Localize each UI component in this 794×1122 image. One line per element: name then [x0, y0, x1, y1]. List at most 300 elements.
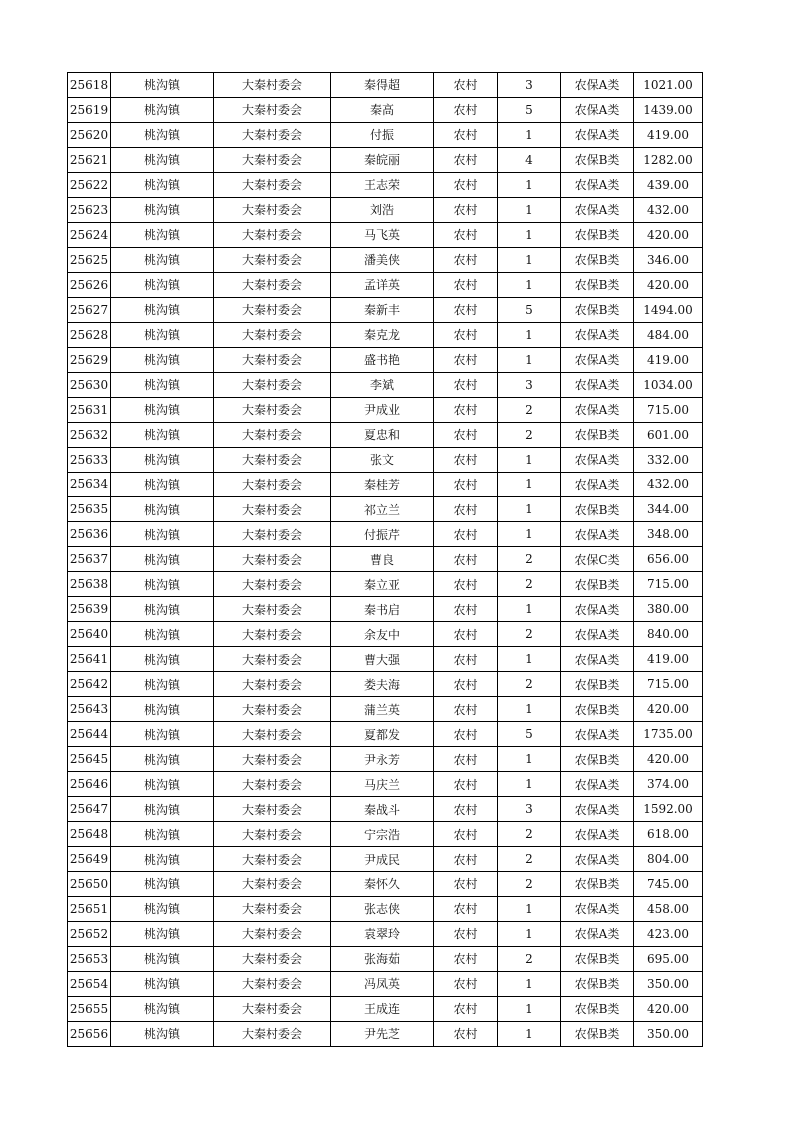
village-cell: 大秦村委会 [214, 547, 331, 572]
household-type-cell: 农村 [434, 747, 498, 772]
household-type-cell: 农村 [434, 497, 498, 522]
town-cell: 桃沟镇 [111, 822, 214, 847]
people-count-cell: 1 [498, 272, 561, 297]
town-cell: 桃沟镇 [111, 672, 214, 697]
amount-cell: 419.00 [634, 647, 703, 672]
category-cell: 农保A类 [561, 772, 634, 797]
household-type-cell: 农村 [434, 397, 498, 422]
amount-cell: 432.00 [634, 472, 703, 497]
name-cell: 夏都发 [331, 722, 434, 747]
name-cell: 刘浩 [331, 197, 434, 222]
id-cell: 25635 [68, 497, 111, 522]
table-row [68, 447, 703, 472]
amount-cell: 804.00 [634, 847, 703, 872]
table-row [68, 921, 703, 946]
name-cell: 宁宗浩 [331, 822, 434, 847]
amount-cell: 1282.00 [634, 147, 703, 172]
name-cell: 张志侠 [331, 896, 434, 921]
people-count-cell: 5 [498, 297, 561, 322]
name-cell: 孟详英 [331, 272, 434, 297]
town-cell: 桃沟镇 [111, 397, 214, 422]
data-table [67, 72, 703, 1047]
household-type-cell: 农村 [434, 1021, 498, 1046]
village-cell: 大秦村委会 [214, 247, 331, 272]
name-cell: 曹良 [331, 547, 434, 572]
people-count-cell: 2 [498, 672, 561, 697]
category-cell: 农保A类 [561, 896, 634, 921]
amount-cell: 1735.00 [634, 722, 703, 747]
table-row [68, 847, 703, 872]
amount-cell: 439.00 [634, 172, 703, 197]
town-cell: 桃沟镇 [111, 697, 214, 722]
people-count-cell: 5 [498, 722, 561, 747]
amount-cell: 745.00 [634, 872, 703, 897]
table-row [68, 622, 703, 647]
name-cell: 张文 [331, 447, 434, 472]
id-cell: 25648 [68, 822, 111, 847]
village-cell: 大秦村委会 [214, 297, 331, 322]
household-type-cell: 农村 [434, 896, 498, 921]
household-type-cell: 农村 [434, 422, 498, 447]
town-cell: 桃沟镇 [111, 73, 214, 98]
category-cell: 农保B类 [561, 672, 634, 697]
people-count-cell: 1 [498, 497, 561, 522]
village-cell: 大秦村委会 [214, 896, 331, 921]
village-cell: 大秦村委会 [214, 272, 331, 297]
household-type-cell: 农村 [434, 372, 498, 397]
table-body [68, 73, 703, 1047]
people-count-cell: 3 [498, 372, 561, 397]
town-cell: 桃沟镇 [111, 197, 214, 222]
category-cell: 农保B类 [561, 747, 634, 772]
category-cell: 农保A类 [561, 197, 634, 222]
name-cell: 李斌 [331, 372, 434, 397]
people-count-cell: 1 [498, 172, 561, 197]
people-count-cell: 2 [498, 547, 561, 572]
amount-cell: 344.00 [634, 497, 703, 522]
people-count-cell: 1 [498, 447, 561, 472]
people-count-cell: 1 [498, 921, 561, 946]
town-cell: 桃沟镇 [111, 497, 214, 522]
amount-cell: 458.00 [634, 896, 703, 921]
amount-cell: 350.00 [634, 971, 703, 996]
category-cell: 农保A类 [561, 322, 634, 347]
village-cell: 大秦村委会 [214, 472, 331, 497]
name-cell: 尹成业 [331, 397, 434, 422]
table-row [68, 73, 703, 98]
people-count-cell: 2 [498, 847, 561, 872]
people-count-cell: 1 [498, 522, 561, 547]
household-type-cell: 农村 [434, 472, 498, 497]
category-cell: 农保B类 [561, 697, 634, 722]
table-row [68, 971, 703, 996]
category-cell: 农保A类 [561, 122, 634, 147]
amount-cell: 420.00 [634, 272, 703, 297]
name-cell: 余友中 [331, 622, 434, 647]
table-row [68, 872, 703, 897]
household-type-cell: 农村 [434, 672, 498, 697]
table-row [68, 347, 703, 372]
category-cell: 农保B类 [561, 996, 634, 1021]
name-cell: 尹先芝 [331, 1021, 434, 1046]
town-cell: 桃沟镇 [111, 946, 214, 971]
village-cell: 大秦村委会 [214, 347, 331, 372]
village-cell: 大秦村委会 [214, 996, 331, 1021]
amount-cell: 1439.00 [634, 97, 703, 122]
people-count-cell: 1 [498, 472, 561, 497]
people-count-cell: 2 [498, 822, 561, 847]
household-type-cell: 农村 [434, 322, 498, 347]
people-count-cell: 1 [498, 247, 561, 272]
table-row [68, 122, 703, 147]
household-type-cell: 农村 [434, 97, 498, 122]
town-cell: 桃沟镇 [111, 322, 214, 347]
table-row [68, 822, 703, 847]
category-cell: 农保B类 [561, 572, 634, 597]
town-cell: 桃沟镇 [111, 422, 214, 447]
village-cell: 大秦村委会 [214, 97, 331, 122]
id-cell: 25629 [68, 347, 111, 372]
category-cell: 农保B类 [561, 297, 634, 322]
town-cell: 桃沟镇 [111, 472, 214, 497]
people-count-cell: 2 [498, 422, 561, 447]
category-cell: 农保A类 [561, 522, 634, 547]
village-cell: 大秦村委会 [214, 797, 331, 822]
village-cell: 大秦村委会 [214, 447, 331, 472]
people-count-cell: 1 [498, 122, 561, 147]
table-row [68, 97, 703, 122]
table-row [68, 722, 703, 747]
category-cell: 农保B类 [561, 422, 634, 447]
id-cell: 25626 [68, 272, 111, 297]
town-cell: 桃沟镇 [111, 1021, 214, 1046]
village-cell: 大秦村委会 [214, 322, 331, 347]
town-cell: 桃沟镇 [111, 797, 214, 822]
household-type-cell: 农村 [434, 971, 498, 996]
category-cell: 农保C类 [561, 547, 634, 572]
people-count-cell: 2 [498, 946, 561, 971]
id-cell: 25639 [68, 597, 111, 622]
village-cell: 大秦村委会 [214, 647, 331, 672]
category-cell: 农保A类 [561, 597, 634, 622]
amount-cell: 419.00 [634, 347, 703, 372]
category-cell: 农保A类 [561, 447, 634, 472]
name-cell: 秦高 [331, 97, 434, 122]
town-cell: 桃沟镇 [111, 847, 214, 872]
name-cell: 秦立亚 [331, 572, 434, 597]
id-cell: 25652 [68, 921, 111, 946]
people-count-cell: 1 [498, 996, 561, 1021]
name-cell: 冯凤英 [331, 971, 434, 996]
category-cell: 农保B类 [561, 971, 634, 996]
village-cell: 大秦村委会 [214, 73, 331, 98]
people-count-cell: 2 [498, 872, 561, 897]
town-cell: 桃沟镇 [111, 297, 214, 322]
id-cell: 25636 [68, 522, 111, 547]
town-cell: 桃沟镇 [111, 747, 214, 772]
category-cell: 农保B类 [561, 147, 634, 172]
table-row [68, 522, 703, 547]
category-cell: 农保B类 [561, 222, 634, 247]
name-cell: 秦新丰 [331, 297, 434, 322]
people-count-cell: 1 [498, 772, 561, 797]
name-cell: 袁翠玲 [331, 921, 434, 946]
amount-cell: 380.00 [634, 597, 703, 622]
village-cell: 大秦村委会 [214, 921, 331, 946]
town-cell: 桃沟镇 [111, 522, 214, 547]
people-count-cell: 1 [498, 222, 561, 247]
amount-cell: 1021.00 [634, 73, 703, 98]
category-cell: 农保A类 [561, 472, 634, 497]
village-cell: 大秦村委会 [214, 597, 331, 622]
id-cell: 25630 [68, 372, 111, 397]
category-cell: 农保B类 [561, 497, 634, 522]
town-cell: 桃沟镇 [111, 222, 214, 247]
id-cell: 25624 [68, 222, 111, 247]
table-row [68, 572, 703, 597]
table-row [68, 797, 703, 822]
table-row [68, 322, 703, 347]
village-cell: 大秦村委会 [214, 722, 331, 747]
household-type-cell: 农村 [434, 447, 498, 472]
village-cell: 大秦村委会 [214, 422, 331, 447]
village-cell: 大秦村委会 [214, 946, 331, 971]
table-row [68, 172, 703, 197]
town-cell: 桃沟镇 [111, 896, 214, 921]
town-cell: 桃沟镇 [111, 372, 214, 397]
town-cell: 桃沟镇 [111, 122, 214, 147]
amount-cell: 715.00 [634, 572, 703, 597]
id-cell: 25645 [68, 747, 111, 772]
household-type-cell: 农村 [434, 722, 498, 747]
category-cell: 农保B类 [561, 946, 634, 971]
village-cell: 大秦村委会 [214, 372, 331, 397]
household-type-cell: 农村 [434, 772, 498, 797]
table-row [68, 597, 703, 622]
name-cell: 马庆兰 [331, 772, 434, 797]
town-cell: 桃沟镇 [111, 147, 214, 172]
amount-cell: 348.00 [634, 522, 703, 547]
people-count-cell: 3 [498, 797, 561, 822]
table-row [68, 272, 703, 297]
name-cell: 秦战斗 [331, 797, 434, 822]
name-cell: 曹大强 [331, 647, 434, 672]
village-cell: 大秦村委会 [214, 971, 331, 996]
table-row [68, 747, 703, 772]
category-cell: 农保A类 [561, 797, 634, 822]
name-cell: 秦怀久 [331, 872, 434, 897]
category-cell: 农保B类 [561, 272, 634, 297]
village-cell: 大秦村委会 [214, 497, 331, 522]
name-cell: 王志荣 [331, 172, 434, 197]
town-cell: 桃沟镇 [111, 97, 214, 122]
table-row [68, 297, 703, 322]
id-cell: 25650 [68, 872, 111, 897]
household-type-cell: 农村 [434, 572, 498, 597]
village-cell: 大秦村委会 [214, 222, 331, 247]
people-count-cell: 4 [498, 147, 561, 172]
town-cell: 桃沟镇 [111, 921, 214, 946]
table-row [68, 247, 703, 272]
household-type-cell: 农村 [434, 147, 498, 172]
people-count-cell: 1 [498, 647, 561, 672]
amount-cell: 840.00 [634, 622, 703, 647]
category-cell: 农保A类 [561, 372, 634, 397]
id-cell: 25634 [68, 472, 111, 497]
id-cell: 25656 [68, 1021, 111, 1046]
village-cell: 大秦村委会 [214, 197, 331, 222]
amount-cell: 1592.00 [634, 797, 703, 822]
table-row [68, 397, 703, 422]
amount-cell: 332.00 [634, 447, 703, 472]
id-cell: 25653 [68, 946, 111, 971]
town-cell: 桃沟镇 [111, 447, 214, 472]
category-cell: 农保A类 [561, 347, 634, 372]
id-cell: 25637 [68, 547, 111, 572]
category-cell: 农保A类 [561, 73, 634, 98]
household-type-cell: 农村 [434, 347, 498, 372]
people-count-cell: 2 [498, 572, 561, 597]
id-cell: 25655 [68, 996, 111, 1021]
name-cell: 娄夫海 [331, 672, 434, 697]
category-cell: 农保B类 [561, 1021, 634, 1046]
category-cell: 农保A类 [561, 622, 634, 647]
name-cell: 秦皖丽 [331, 147, 434, 172]
name-cell: 张海茹 [331, 946, 434, 971]
name-cell: 王成连 [331, 996, 434, 1021]
people-count-cell: 1 [498, 197, 561, 222]
table-row [68, 996, 703, 1021]
category-cell: 农保B类 [561, 247, 634, 272]
id-cell: 25654 [68, 971, 111, 996]
name-cell: 秦书启 [331, 597, 434, 622]
id-cell: 25631 [68, 397, 111, 422]
table-row [68, 697, 703, 722]
id-cell: 25644 [68, 722, 111, 747]
household-type-cell: 农村 [434, 996, 498, 1021]
table-row [68, 497, 703, 522]
table-row [68, 1021, 703, 1046]
name-cell: 盛书艳 [331, 347, 434, 372]
name-cell: 蒲兰英 [331, 697, 434, 722]
name-cell: 尹成民 [331, 847, 434, 872]
id-cell: 25619 [68, 97, 111, 122]
amount-cell: 420.00 [634, 996, 703, 1021]
village-cell: 大秦村委会 [214, 697, 331, 722]
household-type-cell: 农村 [434, 122, 498, 147]
town-cell: 桃沟镇 [111, 347, 214, 372]
people-count-cell: 1 [498, 1021, 561, 1046]
amount-cell: 420.00 [634, 697, 703, 722]
id-cell: 25627 [68, 297, 111, 322]
household-type-cell: 农村 [434, 247, 498, 272]
name-cell: 秦桂芳 [331, 472, 434, 497]
people-count-cell: 1 [498, 971, 561, 996]
village-cell: 大秦村委会 [214, 122, 331, 147]
amount-cell: 423.00 [634, 921, 703, 946]
household-type-cell: 农村 [434, 946, 498, 971]
category-cell: 农保A类 [561, 397, 634, 422]
amount-cell: 484.00 [634, 322, 703, 347]
village-cell: 大秦村委会 [214, 747, 331, 772]
village-cell: 大秦村委会 [214, 147, 331, 172]
table-row [68, 197, 703, 222]
village-cell: 大秦村委会 [214, 772, 331, 797]
household-type-cell: 农村 [434, 222, 498, 247]
town-cell: 桃沟镇 [111, 547, 214, 572]
people-count-cell: 1 [498, 597, 561, 622]
table-row [68, 647, 703, 672]
category-cell: 农保A类 [561, 647, 634, 672]
table-row [68, 772, 703, 797]
people-count-cell: 1 [498, 747, 561, 772]
category-cell: 农保A类 [561, 921, 634, 946]
table-row [68, 222, 703, 247]
household-type-cell: 农村 [434, 622, 498, 647]
name-cell: 付振 [331, 122, 434, 147]
amount-cell: 350.00 [634, 1021, 703, 1046]
name-cell: 潘美侠 [331, 247, 434, 272]
amount-cell: 618.00 [634, 822, 703, 847]
people-count-cell: 1 [498, 697, 561, 722]
table-row [68, 547, 703, 572]
town-cell: 桃沟镇 [111, 722, 214, 747]
table-row [68, 372, 703, 397]
household-type-cell: 农村 [434, 647, 498, 672]
amount-cell: 715.00 [634, 397, 703, 422]
id-cell: 25642 [68, 672, 111, 697]
id-cell: 25622 [68, 172, 111, 197]
amount-cell: 419.00 [634, 122, 703, 147]
village-cell: 大秦村委会 [214, 872, 331, 897]
village-cell: 大秦村委会 [214, 672, 331, 697]
id-cell: 25620 [68, 122, 111, 147]
village-cell: 大秦村委会 [214, 622, 331, 647]
household-type-cell: 农村 [434, 272, 498, 297]
village-cell: 大秦村委会 [214, 397, 331, 422]
village-cell: 大秦村委会 [214, 172, 331, 197]
amount-cell: 374.00 [634, 772, 703, 797]
town-cell: 桃沟镇 [111, 622, 214, 647]
village-cell: 大秦村委会 [214, 572, 331, 597]
id-cell: 25649 [68, 847, 111, 872]
id-cell: 25643 [68, 697, 111, 722]
household-type-cell: 农村 [434, 697, 498, 722]
id-cell: 25651 [68, 896, 111, 921]
id-cell: 25625 [68, 247, 111, 272]
category-cell: 农保A类 [561, 847, 634, 872]
category-cell: 农保A类 [561, 172, 634, 197]
id-cell: 25646 [68, 772, 111, 797]
name-cell: 马飞英 [331, 222, 434, 247]
table-row [68, 472, 703, 497]
name-cell: 尹永芳 [331, 747, 434, 772]
people-count-cell: 1 [498, 322, 561, 347]
household-type-cell: 农村 [434, 597, 498, 622]
id-cell: 25638 [68, 572, 111, 597]
people-count-cell: 1 [498, 347, 561, 372]
id-cell: 25621 [68, 147, 111, 172]
town-cell: 桃沟镇 [111, 272, 214, 297]
amount-cell: 432.00 [634, 197, 703, 222]
village-cell: 大秦村委会 [214, 1021, 331, 1046]
people-count-cell: 5 [498, 97, 561, 122]
town-cell: 桃沟镇 [111, 872, 214, 897]
id-cell: 25647 [68, 797, 111, 822]
name-cell: 秦得超 [331, 73, 434, 98]
amount-cell: 715.00 [634, 672, 703, 697]
people-count-cell: 3 [498, 73, 561, 98]
